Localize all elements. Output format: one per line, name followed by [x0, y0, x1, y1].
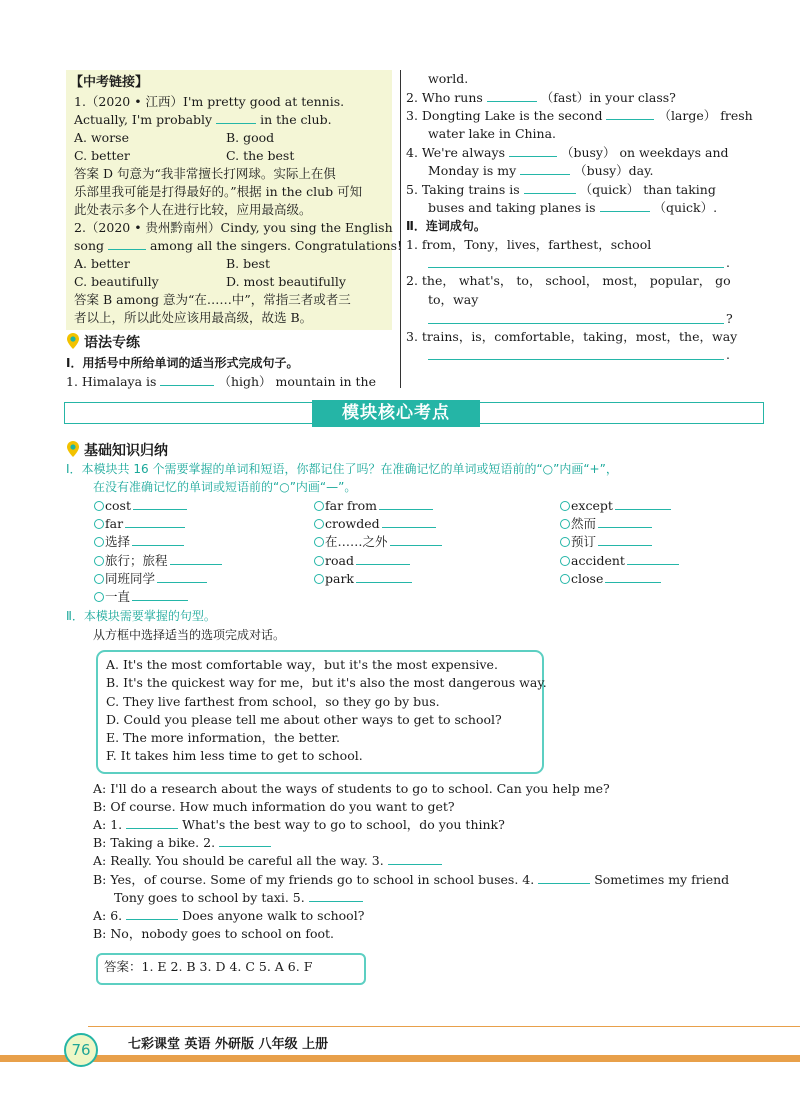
q1-option-a: A. worse — [74, 130, 129, 145]
grammar-section2: Ⅱ．连词成句。 — [406, 219, 486, 233]
dialogue-line-9: B: No，nobody goes to school on foot. — [93, 926, 335, 941]
answer-blank[interactable] — [538, 872, 590, 884]
vocab-item: park — [314, 570, 412, 588]
grammar-q5: 5. Taking trains is （quick） than taking — [406, 182, 716, 197]
answer-blank[interactable] — [390, 534, 442, 546]
vocab-item: far — [94, 515, 185, 533]
reorder-q2-cont: to，way — [428, 292, 479, 307]
answer-blank[interactable] — [598, 534, 652, 546]
answer-blank[interactable] — [356, 553, 410, 565]
reorder-q1-end: . — [726, 255, 730, 270]
column-divider — [400, 70, 401, 388]
answer-line[interactable] — [428, 256, 724, 268]
page-number: 76 — [64, 1033, 98, 1067]
vocab-item: 一直 — [94, 588, 188, 606]
answer-blank[interactable] — [125, 516, 185, 528]
answer-blank[interactable] — [126, 908, 178, 920]
option-b: B. It's the quickest way for me，but it's also the most dangerous way. — [106, 675, 547, 690]
answer-blank[interactable] — [487, 90, 537, 102]
basics-instruction-1: Ⅰ．本模块共 16 个需要掌握的单词和短语，你都记住了吗？在准确记忆的单词或短语前的“○”内画“+”， — [66, 462, 618, 476]
grammar-q2: 2. Who runs （fast）in your class? — [406, 90, 676, 105]
grammar-q4-cont: Monday is my （busy）day. — [428, 163, 654, 178]
footer-book-title: 七彩课堂 英语 外研版 八年级 上册 — [128, 1037, 329, 1052]
dialogue-line-4: B: Taking a bike. 2. — [93, 834, 271, 852]
top-ribbon — [66, 62, 392, 68]
check-circle[interactable] — [94, 556, 104, 566]
grammar-q1-cont: world. — [428, 71, 469, 86]
answer-blank[interactable] — [509, 145, 557, 157]
q2-line1: 2.（2020 • 贵州黔南州）Cindy, you sing the English — [74, 220, 393, 235]
check-circle[interactable] — [314, 501, 324, 511]
basics-instruction-3: 从方框中选择适当的选项完成对话。 — [93, 628, 286, 642]
answer-blank[interactable] — [379, 498, 433, 510]
dialogue-line-1: A: I'll do a research about the ways of students to go to school. Can you help me? — [93, 781, 610, 796]
vocab-item: far from — [314, 497, 433, 515]
basics-section2: Ⅱ．本模块需要掌握的句型。 — [66, 609, 216, 623]
dialogue-line-6: B: Yes，of course. Some of my friends go to school in school buses. 4. Sometimes my friend — [93, 872, 730, 887]
check-circle[interactable] — [94, 501, 104, 511]
q2-answer-1: 答案 B among 意为“在……中”，常指三者或者三 — [74, 292, 351, 307]
basics-title: 基础知识归纳 — [66, 440, 168, 460]
q2-option-d: D. most beautifully — [226, 274, 346, 289]
q2-option-b: B. best — [226, 256, 270, 271]
answer-blank[interactable] — [108, 238, 146, 250]
check-circle[interactable] — [560, 519, 570, 529]
vocab-item: close — [560, 570, 661, 588]
answer-blank[interactable] — [598, 516, 652, 528]
dialogue-line-3: A: 1. What's the best way to go to school，do you think? — [93, 817, 505, 832]
answer-blank[interactable] — [388, 853, 442, 865]
answer-blank[interactable] — [606, 108, 654, 120]
q2-line2: song among all the singers. Congratulations! — [74, 238, 403, 253]
grammar-q1: 1. Himalaya is （high） mountain in the — [66, 374, 376, 389]
q1-option-d: C. the best — [226, 148, 295, 163]
option-e: E. The more information，the better. — [106, 730, 340, 745]
check-circle[interactable] — [94, 592, 104, 602]
reorder-q3-end: . — [726, 347, 730, 362]
q1-answer-3: 此处表示多个人在进行比较，应用最高级。 — [74, 202, 312, 217]
q1-option-c: C. better — [74, 148, 130, 163]
check-circle[interactable] — [314, 537, 324, 547]
answer-blank[interactable] — [600, 200, 650, 212]
reorder-q1: 1. from，Tony，lives，farthest，school — [406, 237, 652, 252]
vocab-item: road — [314, 552, 410, 570]
answer-blank[interactable] — [133, 498, 187, 510]
answer-blank[interactable] — [219, 835, 271, 847]
q1-line1: 1.（2020 • 江西）I'm pretty good at tennis. — [74, 94, 345, 109]
q1-option-b: B. good — [226, 130, 275, 145]
answer-blank[interactable] — [524, 182, 576, 194]
vocab-item: 选择 — [94, 533, 184, 551]
q1-answer-1: 答案 D 句意为“我非常擅长打网球。实际上在俱 — [74, 166, 336, 181]
answer-blank[interactable] — [382, 516, 436, 528]
q1-answer-2: 乐部里我可能是打得最好的。”根据 in the club 可知 — [74, 184, 363, 199]
answer-blank[interactable] — [126, 817, 178, 829]
answer-blank[interactable] — [216, 112, 256, 124]
grammar-section1: Ⅰ．用括号中所给单词的适当形式完成句子。 — [66, 356, 299, 370]
reorder-q2-end: ? — [726, 311, 733, 326]
location-pin-icon — [66, 440, 80, 458]
vocab-item: cost — [94, 497, 187, 515]
answer-blank[interactable] — [170, 553, 222, 565]
vocab-item: 同班同学 — [94, 570, 207, 588]
answer-line[interactable] — [428, 348, 724, 360]
answer-line[interactable] — [428, 312, 724, 324]
answer-blank[interactable] — [157, 571, 207, 583]
answer-key: 答案：1. E 2. B 3. D 4. C 5. A 6. F — [104, 959, 313, 974]
option-d: D. Could you please tell me about other ways to get to school? — [106, 712, 502, 727]
basics-instruction-2: 在没有准确记忆的单词或短语前的“○”内画“—”。 — [93, 480, 357, 494]
answer-blank[interactable] — [605, 571, 661, 583]
answer-blank[interactable] — [627, 553, 679, 565]
answer-blank[interactable] — [160, 374, 214, 386]
exam-link-box — [66, 70, 403, 330]
option-a: A. It's the most comfortable way，but it's the most expensive. — [106, 657, 498, 672]
vocab-item: accident — [560, 552, 679, 570]
check-circle[interactable] — [314, 519, 324, 529]
check-circle[interactable] — [560, 574, 570, 584]
dialogue-line-7: Tony goes to school by taxi. 5. — [114, 889, 363, 907]
answer-blank[interactable] — [356, 571, 412, 583]
check-circle[interactable] — [314, 556, 324, 566]
check-circle[interactable] — [314, 574, 324, 584]
option-f: F. It takes him less time to get to school. — [106, 748, 363, 763]
footer-bar — [0, 1055, 800, 1062]
location-pin-icon — [66, 332, 80, 350]
check-circle[interactable] — [94, 574, 104, 584]
grammar-q3-cont: water lake in China. — [428, 126, 557, 141]
grammar-title: 语法专练 — [66, 332, 140, 352]
check-circle[interactable] — [560, 537, 570, 547]
dialogue-line-8: A: 6. Does anyone walk to school? — [93, 908, 365, 923]
reorder-q3: 3. trains，is，comfortable，taking，most，the，way — [406, 329, 738, 344]
footer-rule — [88, 1026, 800, 1027]
vocab-item: except — [560, 497, 671, 515]
q2-answer-2: 者以上，所以此处应该用最高级，故选 B。 — [74, 310, 313, 325]
check-circle[interactable] — [94, 519, 104, 529]
q2-option-a: A. better — [74, 256, 130, 271]
option-c: C. They live farthest from school，so they go by bus. — [106, 694, 440, 709]
answer-blank[interactable] — [132, 534, 184, 546]
exam-link-title: 【中考链接】 — [70, 75, 149, 90]
grammar-q3: 3. Dongting Lake is the second （large） fresh — [406, 108, 753, 123]
vocab-item: crowded — [314, 515, 436, 533]
vocab-item: 预订 — [560, 533, 652, 551]
banner-title: 模块核心考点 — [312, 400, 480, 427]
reorder-q2: 2. the， what's， to， school， most， popular， go — [406, 273, 731, 288]
dialogue-line-2: B: Of course. How much information do you want to get? — [93, 799, 455, 814]
answer-blank[interactable] — [520, 163, 570, 175]
check-circle[interactable] — [94, 537, 104, 547]
grammar-q5-cont: buses and taking planes is （quick）. — [428, 200, 718, 215]
answer-blank[interactable] — [615, 498, 671, 510]
dialogue-line-5: A: Really. You should be careful all the way. 3. — [93, 852, 442, 870]
vocab-item: 然而 — [560, 515, 652, 533]
check-circle[interactable] — [560, 556, 570, 566]
q1-line2: Actually, I'm probably in the club. — [74, 112, 332, 127]
vocab-item: 在……之外 — [314, 533, 442, 551]
grammar-q4: 4. We're always （busy） on weekdays and — [406, 145, 729, 160]
vocab-item: 旅行；旅程 — [94, 552, 222, 570]
answer-blank[interactable] — [309, 890, 363, 902]
check-circle[interactable] — [560, 501, 570, 511]
q2-option-c: C. beautifully — [74, 274, 159, 289]
answer-blank[interactable] — [132, 589, 188, 601]
